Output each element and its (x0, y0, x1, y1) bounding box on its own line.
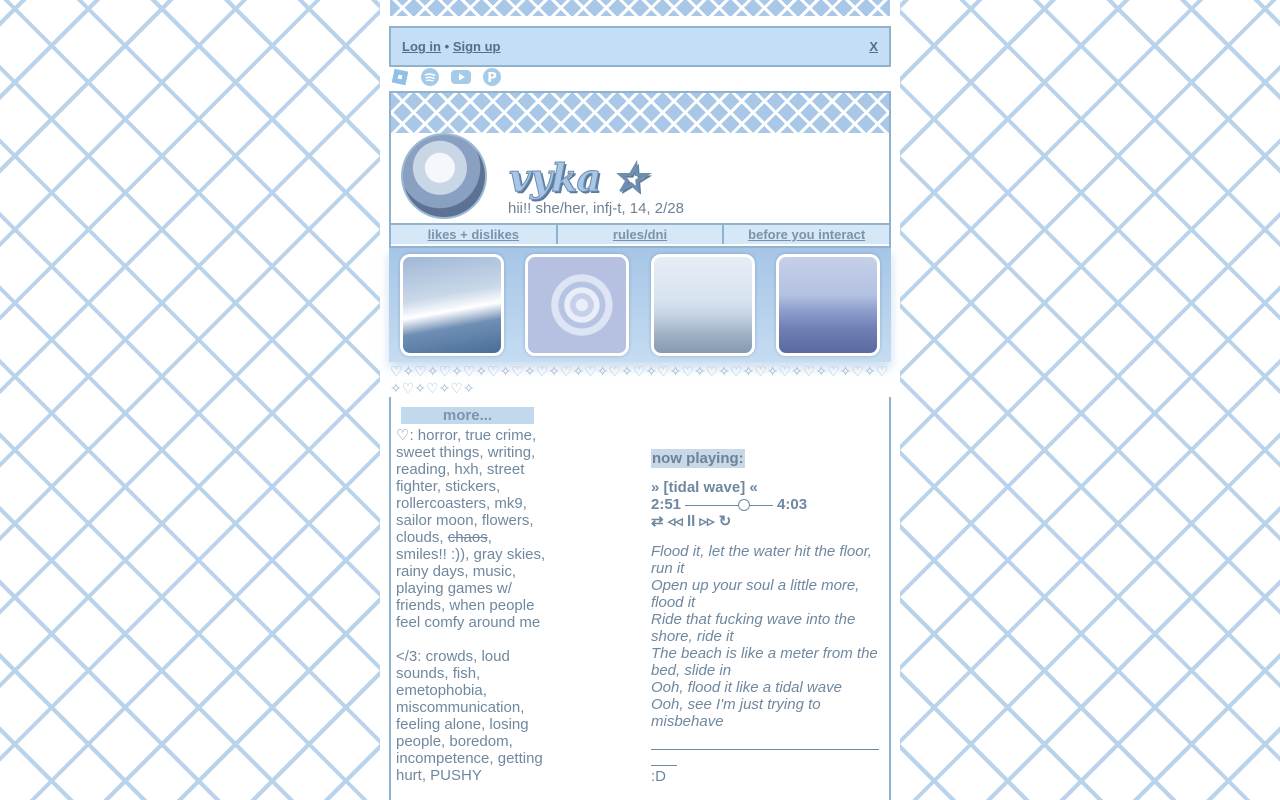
gallery-image-pier (651, 254, 755, 356)
profile-banner (389, 91, 891, 248)
divider-line (651, 749, 879, 750)
song-duration: 4:03 (777, 496, 808, 513)
profile-username: vyka ☆ (509, 155, 646, 200)
youtube-icon[interactable] (450, 67, 472, 92)
close-link[interactable]: X (869, 39, 878, 54)
likes-text (396, 427, 546, 631)
tail-text: :D (651, 768, 666, 785)
lyric-line: Flood it, let the water hit the floor, run it (651, 543, 872, 577)
gallery-image-field (776, 254, 880, 356)
auth-separator: • (444, 39, 450, 54)
lyrics (651, 543, 886, 730)
gallery-image-sky (400, 254, 504, 356)
song-timeline (651, 496, 886, 513)
likes-struck: chaos (447, 529, 488, 546)
divider-line-short (651, 765, 677, 766)
nav-before-you-interact[interactable]: before you interact (748, 227, 866, 242)
likes-dislikes-panel (396, 427, 546, 800)
auth-links (402, 39, 500, 54)
social-links (390, 69, 502, 89)
now-playing-label: now playing: (652, 450, 744, 467)
lyric-line: Ooh, flood it like a tidal wave (651, 679, 842, 696)
auth-bar (389, 26, 891, 67)
banner-pattern (391, 93, 889, 133)
avatar (401, 133, 487, 219)
likes-prefix: ♡: horror, true crime, sweet things, writing, reading, hxh, street fighter, stickers, rollercoasters, mk9, sailor moon, flowers, clouds, (396, 427, 537, 546)
image-gallery (389, 248, 891, 362)
content-box (389, 397, 891, 800)
svg-text:P: P (487, 70, 497, 86)
lyric-line: Ooh, see I'm just trying to misbehave (651, 696, 821, 730)
player-controls[interactable]: ⇄ ◃◃ ll ▹▹ ↻ (651, 513, 732, 530)
pinterest-icon[interactable] (482, 67, 502, 92)
nav-rules-dni[interactable]: rules/dni (558, 225, 725, 244)
song-title: » [tidal wave] « (651, 479, 758, 496)
dislikes-text: </3: crowds, loud sounds, fish, emetophobia, miscommunication, feeling alone, losing people, boredom, incompetence, getting hurt, PUSHY (396, 648, 543, 784)
music-player (651, 449, 886, 785)
profile-bio: hii!! she/her, infj-t, 14, 2/28 (508, 200, 684, 217)
likes-suffix: , smiles!! :)), gray skies, rainy days, music, playing games w/ friends, when people feel comfy around me (396, 529, 546, 631)
nav-likes-dislikes[interactable]: likes + dislikes (391, 225, 558, 244)
roblox-icon[interactable] (390, 67, 410, 92)
main-column (380, 0, 900, 800)
signup-link[interactable]: Sign up (452, 39, 501, 54)
profile-nav (391, 223, 889, 244)
elapsed-time: 2:51 (651, 496, 682, 513)
progress-track[interactable] (685, 498, 773, 512)
top-lattice-decoration (390, 0, 890, 16)
login-link[interactable]: Log in (402, 39, 441, 54)
more-button[interactable]: more... (401, 407, 534, 424)
spotify-icon[interactable] (420, 67, 440, 92)
progress-knob[interactable] (738, 499, 750, 511)
hearts-divider: ♡✧♡✧♡✧♡✧♡✧♡✧♡✧♡✧♡✧♡✧♡✧♡✧♡✧♡✧♡✧♡✧♡✧♡✧♡✧♡✧♡✧♡✧♡✧♡✧ (390, 363, 889, 396)
lyric-line: The beach is like a meter from the bed, slide in (651, 645, 878, 679)
lyric-line: Ride that fucking wave into the shore, ride it (651, 611, 856, 645)
lyric-line: Open up your soul a little more, flood it (651, 577, 860, 611)
gallery-image-ripples (525, 254, 629, 356)
